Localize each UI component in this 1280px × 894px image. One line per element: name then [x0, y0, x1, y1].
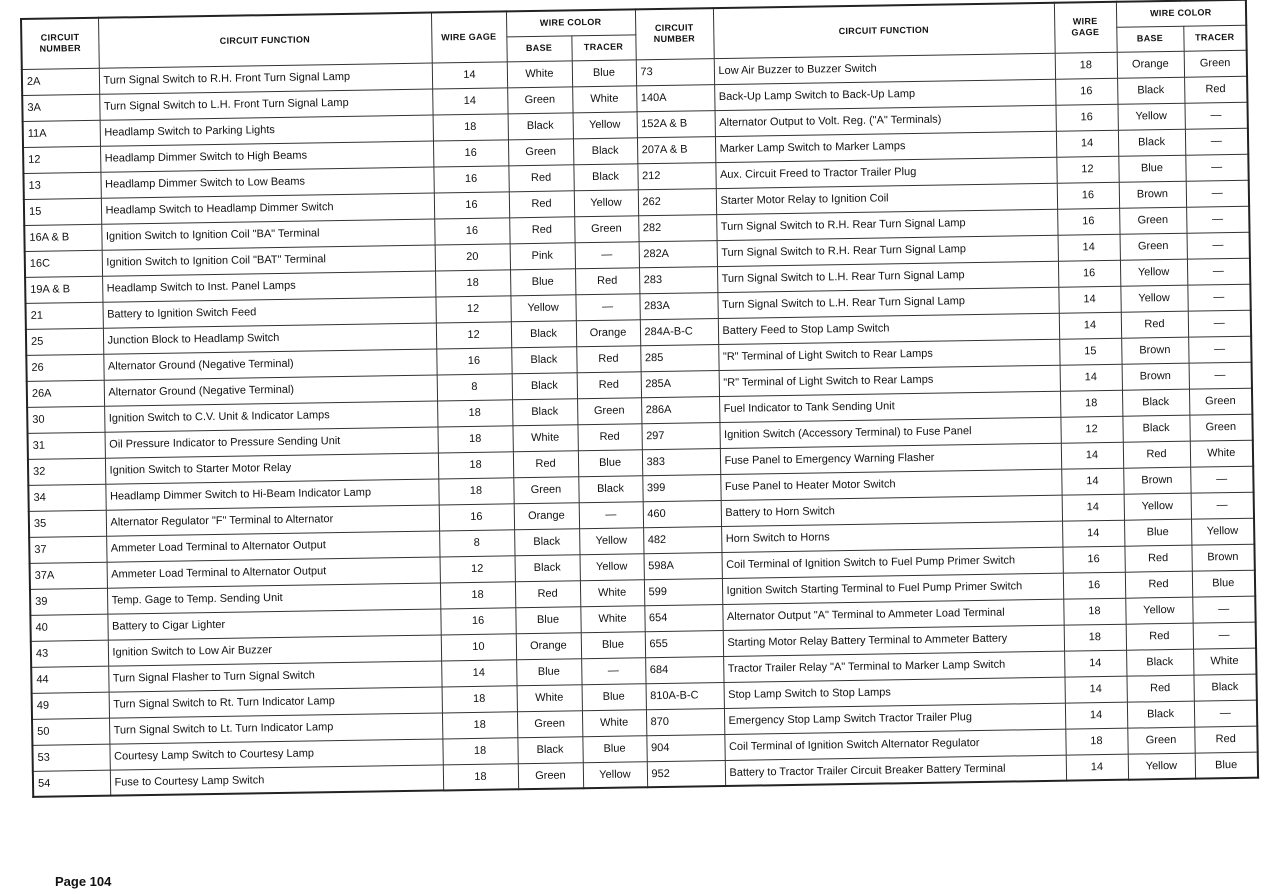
right-tracer-color-cell: — — [1187, 258, 1250, 285]
right-wire-gage-cell: 14 — [1060, 364, 1122, 391]
left-circuit-function-cell: Ignition Switch to Starter Motor Relay — [105, 452, 438, 483]
header-base-right: BASE — [1116, 26, 1183, 52]
left-wire-gage-cell: 18 — [435, 269, 510, 296]
right-circuit-function-cell: Turn Signal Switch to R.H. Rear Turn Signal Lamp — [716, 209, 1057, 240]
left-base-color-cell: Red — [509, 190, 574, 217]
left-tracer-color-cell: Green — [577, 397, 641, 424]
left-tracer-color-cell: — — [575, 241, 639, 268]
left-circuit-number-cell: 15 — [24, 198, 101, 225]
right-circuit-number-cell: 952 — [647, 760, 725, 787]
header-wire-gage-left: WIRE GAGE — [431, 11, 507, 62]
left-circuit-number-cell: 31 — [28, 432, 105, 459]
right-wire-gage-cell: 14 — [1058, 286, 1120, 313]
left-circuit-function-cell: Headlamp Dimmer Switch to Low Beams — [100, 167, 433, 198]
wiring-chart-table — [20, 0, 1259, 798]
left-wire-gage-cell: 8 — [437, 373, 512, 400]
right-base-color-cell: Green — [1119, 207, 1186, 234]
left-wire-gage-cell: 18 — [438, 477, 513, 504]
right-circuit-function-cell: Starter Motor Relay to Ignition Coil — [716, 183, 1057, 214]
left-circuit-number-cell: 3A — [22, 94, 99, 121]
right-tracer-color-cell: — — [1194, 700, 1257, 727]
left-circuit-function-cell: Ignition Switch to Low Air Buzzer — [108, 634, 441, 665]
left-circuit-number-cell: 54 — [33, 770, 110, 797]
left-circuit-number-cell: 26 — [26, 354, 103, 381]
left-circuit-number-cell: 19A & B — [25, 276, 102, 303]
left-base-color-cell: Green — [508, 138, 573, 165]
left-circuit-number-cell: 37 — [29, 536, 106, 563]
left-wire-gage-cell: 16 — [436, 347, 511, 374]
right-circuit-number-cell: 654 — [644, 604, 722, 631]
left-circuit-function-cell: Temp. Gage to Temp. Sending Unit — [107, 582, 440, 613]
left-circuit-function-cell: Battery to Cigar Lighter — [107, 608, 440, 639]
right-circuit-number-cell: 282 — [638, 214, 716, 241]
right-base-color-cell: Green — [1127, 727, 1194, 754]
right-base-color-cell: Black — [1118, 129, 1185, 156]
right-wire-gage-cell: 18 — [1063, 598, 1125, 625]
right-wire-gage-cell: 18 — [1060, 390, 1122, 417]
left-circuit-function-cell: Alternator Ground (Negative Terminal) — [103, 349, 436, 380]
right-wire-gage-cell: 14 — [1061, 468, 1123, 495]
left-base-color-cell: Black — [512, 372, 577, 399]
left-base-color-cell: Blue — [515, 606, 580, 633]
right-circuit-function-cell: Battery to Horn Switch — [721, 495, 1062, 526]
left-circuit-number-cell: 30 — [27, 406, 104, 433]
right-wire-gage-cell: 16 — [1057, 182, 1119, 209]
right-base-color-cell: Yellow — [1124, 493, 1191, 520]
right-tracer-color-cell: Blue — [1192, 570, 1255, 597]
left-circuit-number-cell: 34 — [28, 484, 105, 511]
right-circuit-function-cell: Emergency Stop Lamp Switch Tractor Trailer Plug — [724, 703, 1065, 734]
left-base-color-cell: Orange — [514, 502, 579, 529]
left-wire-gage-cell: 18 — [438, 451, 513, 478]
left-wire-gage-cell: 14 — [441, 659, 516, 686]
left-circuit-function-cell: Ammeter Load Terminal to Alternator Output — [106, 530, 439, 561]
right-circuit-number-cell: 460 — [643, 500, 721, 527]
right-base-color-cell: Black — [1127, 701, 1194, 728]
left-base-color-cell: Red — [509, 216, 574, 243]
right-tracer-color-cell: — — [1185, 154, 1248, 181]
right-tracer-color-cell: — — [1184, 102, 1247, 129]
right-circuit-number-cell: 284A-B-C — [640, 318, 718, 345]
left-wire-gage-cell: 16 — [439, 503, 514, 530]
header-tracer-right: TRACER — [1183, 25, 1246, 51]
left-tracer-color-cell: Red — [575, 267, 639, 294]
left-circuit-number-cell: 35 — [29, 510, 106, 537]
right-circuit-function-cell: Back-Up Lamp Switch to Back-Up Lamp — [714, 79, 1055, 110]
right-wire-gage-cell: 18 — [1055, 52, 1117, 79]
left-circuit-number-cell: 16A & B — [24, 224, 101, 251]
left-wire-gage-cell: 16 — [433, 139, 508, 166]
right-circuit-function-cell: Turn Signal Switch to L.H. Rear Turn Signal Lamp — [717, 261, 1058, 292]
left-tracer-color-cell: Black — [573, 137, 637, 164]
right-wire-gage-cell: 16 — [1055, 104, 1117, 131]
left-wire-gage-cell: 8 — [439, 529, 514, 556]
right-base-color-cell: Black — [1122, 389, 1189, 416]
left-circuit-number-cell: 53 — [32, 744, 109, 771]
right-circuit-function-cell: Alternator Output to Volt. Reg. ("A" Terminals) — [715, 105, 1056, 136]
header-wire-color-left: WIRE COLOR — [506, 9, 635, 36]
right-tracer-color-cell: — — [1188, 336, 1251, 363]
left-circuit-function-cell: Ignition Switch to Ignition Coil "BA" Terminal — [101, 219, 434, 250]
left-base-color-cell: Black — [515, 554, 580, 581]
left-tracer-color-cell: Red — [576, 345, 640, 372]
right-circuit-function-cell: Marker Lamp Switch to Marker Lamps — [715, 131, 1056, 162]
left-circuit-function-cell: Headlamp Switch to Inst. Panel Lamps — [102, 271, 435, 302]
right-wire-gage-cell: 12 — [1056, 156, 1118, 183]
left-tracer-color-cell: White — [580, 605, 644, 632]
left-circuit-function-cell: Ignition Switch to C.V. Unit & Indicator Lamps — [104, 400, 437, 431]
right-base-color-cell: Orange — [1117, 51, 1184, 78]
left-tracer-color-cell: Blue — [582, 683, 646, 710]
left-wire-gage-cell: 18 — [433, 113, 508, 140]
left-circuit-number-cell: 21 — [25, 302, 102, 329]
left-wire-gage-cell: 18 — [442, 711, 517, 738]
left-base-color-cell: Red — [508, 164, 573, 191]
right-base-color-cell: Black — [1122, 415, 1189, 442]
right-tracer-color-cell: Red — [1184, 76, 1247, 103]
left-circuit-number-cell: 37A — [30, 562, 107, 589]
right-circuit-function-cell: "R" Terminal of Light Switch to Rear Lamps — [719, 365, 1060, 396]
left-tracer-color-cell: White — [580, 579, 644, 606]
right-circuit-number-cell: 297 — [641, 422, 719, 449]
right-circuit-function-cell: Low Air Buzzer to Buzzer Switch — [714, 53, 1055, 84]
right-wire-gage-cell: 14 — [1065, 702, 1127, 729]
left-wire-gage-cell: 18 — [442, 737, 517, 764]
right-base-color-cell: Brown — [1123, 467, 1190, 494]
left-circuit-function-cell: Headlamp Switch to Parking Lights — [100, 115, 433, 146]
left-base-color-cell: Black — [511, 320, 576, 347]
left-wire-gage-cell: 20 — [435, 243, 510, 270]
left-wire-gage-cell: 16 — [434, 217, 509, 244]
right-wire-gage-cell: 18 — [1064, 624, 1126, 651]
left-base-color-cell: Green — [518, 762, 583, 789]
right-circuit-number-cell: 810A-B-C — [646, 682, 724, 709]
left-base-color-cell: Yellow — [510, 294, 575, 321]
left-wire-gage-cell: 18 — [437, 399, 512, 426]
right-base-color-cell: Red — [1126, 675, 1193, 702]
left-base-color-cell: Green — [507, 86, 572, 113]
left-circuit-number-cell: 25 — [26, 328, 103, 355]
right-base-color-cell: Yellow — [1128, 753, 1195, 780]
right-tracer-color-cell: Yellow — [1191, 518, 1254, 545]
left-circuit-number-cell: 39 — [30, 588, 107, 615]
right-tracer-color-cell: — — [1190, 466, 1253, 493]
right-tracer-color-cell: Green — [1184, 50, 1247, 77]
left-circuit-function-cell: Turn Signal Switch to R.H. Front Turn Signal Lamp — [99, 63, 432, 94]
header-circuit-function-left: CIRCUIT FUNCTION — [98, 13, 432, 68]
right-tracer-color-cell: Brown — [1191, 544, 1254, 571]
right-tracer-color-cell: Green — [1189, 388, 1252, 415]
left-circuit-function-cell: Fuse to Courtesy Lamp Switch — [110, 764, 443, 795]
header-wire-color-right: WIRE COLOR — [1116, 0, 1246, 27]
right-base-color-cell: Yellow — [1120, 259, 1187, 286]
right-wire-gage-cell: 14 — [1056, 130, 1118, 157]
right-wire-gage-cell: 14 — [1058, 234, 1120, 261]
left-circuit-number-cell: 11A — [23, 120, 100, 147]
right-wire-gage-cell: 14 — [1064, 650, 1126, 677]
left-tracer-color-cell: Blue — [582, 735, 646, 762]
right-wire-gage-cell: 14 — [1062, 520, 1124, 547]
left-tracer-color-cell: — — [581, 657, 645, 684]
page-number: Page 104 — [55, 874, 112, 889]
right-circuit-number-cell: 482 — [643, 526, 721, 553]
left-tracer-color-cell: Yellow — [579, 527, 643, 554]
left-wire-gage-cell: 16 — [440, 607, 515, 634]
left-base-color-cell: Red — [513, 450, 578, 477]
left-wire-gage-cell: 14 — [432, 61, 507, 88]
right-circuit-number-cell: 655 — [645, 630, 723, 657]
right-circuit-function-cell: Turn Signal Switch to R.H. Rear Turn Signal Lamp — [717, 235, 1058, 266]
left-circuit-number-cell: 2A — [22, 68, 99, 95]
left-wire-gage-cell: 12 — [440, 555, 515, 582]
right-tracer-color-cell: Black — [1193, 674, 1256, 701]
right-circuit-number-cell: 140A — [636, 84, 714, 111]
right-tracer-color-cell: White — [1193, 648, 1256, 675]
left-circuit-number-cell: 16C — [25, 250, 102, 277]
left-base-color-cell: Black — [511, 346, 576, 373]
left-circuit-function-cell: Alternator Ground (Negative Terminal) — [104, 374, 437, 405]
left-tracer-color-cell: Orange — [576, 319, 640, 346]
left-base-color-cell: Black — [508, 112, 573, 139]
right-wire-gage-cell: 16 — [1062, 546, 1124, 573]
right-circuit-number-cell: 73 — [636, 58, 714, 85]
left-wire-gage-cell: 18 — [442, 685, 517, 712]
left-wire-gage-cell: 18 — [437, 425, 512, 452]
right-circuit-number-cell: 152A & B — [637, 110, 715, 137]
left-wire-gage-cell: 18 — [443, 763, 518, 790]
header-base-left: BASE — [506, 35, 571, 61]
right-circuit-number-cell: 399 — [642, 474, 720, 501]
left-circuit-number-cell: 40 — [30, 614, 107, 641]
right-wire-gage-cell: 16 — [1058, 260, 1120, 287]
left-circuit-number-cell: 44 — [31, 666, 108, 693]
right-circuit-function-cell: Stop Lamp Switch to Stop Lamps — [724, 677, 1065, 708]
right-circuit-number-cell: 282A — [639, 240, 717, 267]
right-tracer-color-cell: — — [1191, 492, 1254, 519]
right-wire-gage-cell: 16 — [1063, 572, 1125, 599]
left-circuit-function-cell: Oil Pressure Indicator to Pressure Sending Unit — [105, 426, 438, 457]
left-wire-gage-cell: 10 — [441, 633, 516, 660]
right-tracer-color-cell: — — [1185, 128, 1248, 155]
left-base-color-cell: White — [517, 684, 582, 711]
left-wire-gage-cell: 14 — [432, 87, 507, 114]
right-circuit-function-cell: Aux. Circuit Freed to Tractor Trailer Plug — [715, 157, 1056, 188]
right-base-color-cell: Red — [1126, 623, 1193, 650]
left-circuit-number-cell: 26A — [27, 380, 104, 407]
left-tracer-color-cell: Blue — [572, 59, 636, 86]
right-tracer-color-cell: — — [1192, 596, 1255, 623]
right-base-color-cell: Black — [1117, 77, 1184, 104]
left-circuit-number-cell: 12 — [23, 146, 100, 173]
left-base-color-cell: Blue — [516, 658, 581, 685]
right-circuit-function-cell: Fuse Panel to Emergency Warning Flasher — [720, 443, 1061, 474]
right-tracer-color-cell: — — [1189, 362, 1252, 389]
right-circuit-number-cell: 870 — [646, 708, 724, 735]
right-base-color-cell: Red — [1123, 441, 1190, 468]
table-body — [22, 50, 1258, 797]
right-tracer-color-cell: Red — [1194, 726, 1257, 753]
left-circuit-function-cell: Ammeter Load Terminal to Alternator Output — [107, 556, 440, 587]
left-tracer-color-cell: Blue — [578, 449, 642, 476]
right-circuit-function-cell: Ignition Switch (Accessory Terminal) to Fuse Panel — [719, 417, 1060, 448]
left-base-color-cell: Orange — [516, 632, 581, 659]
right-tracer-color-cell: — — [1188, 310, 1251, 337]
left-tracer-color-cell: Yellow — [573, 111, 637, 138]
right-wire-gage-cell: 16 — [1057, 208, 1119, 235]
right-base-color-cell: Yellow — [1117, 103, 1184, 130]
right-tracer-color-cell: — — [1187, 284, 1250, 311]
right-circuit-number-cell: 285A — [641, 370, 719, 397]
left-circuit-number-cell: 50 — [32, 718, 109, 745]
left-wire-gage-cell: 16 — [433, 165, 508, 192]
right-circuit-number-cell: 904 — [646, 734, 724, 761]
right-wire-gage-cell: 14 — [1059, 312, 1121, 339]
left-wire-gage-cell: 12 — [436, 321, 511, 348]
left-wire-gage-cell: 12 — [435, 295, 510, 322]
right-circuit-function-cell: Alternator Output "A" Terminal to Ammeter Load Terminal — [722, 599, 1063, 630]
right-tracer-color-cell: White — [1190, 440, 1253, 467]
left-base-color-cell: White — [507, 60, 572, 87]
left-tracer-color-cell: White — [582, 709, 646, 736]
left-circuit-function-cell: Headlamp Switch to Headlamp Dimmer Switch — [101, 193, 434, 224]
right-base-color-cell: Brown — [1122, 363, 1189, 390]
left-circuit-function-cell: Turn Signal Flasher to Turn Signal Switch — [108, 660, 441, 691]
left-circuit-number-cell: 32 — [28, 458, 105, 485]
left-tracer-color-cell: Black — [578, 475, 642, 502]
left-base-color-cell: Green — [513, 476, 578, 503]
header-circuit-function-right: CIRCUIT FUNCTION — [713, 3, 1055, 58]
right-wire-gage-cell: 16 — [1055, 78, 1117, 105]
right-tracer-color-cell: Green — [1189, 414, 1252, 441]
left-circuit-number-cell: 13 — [23, 172, 100, 199]
right-circuit-function-cell: Battery to Tractor Trailer Circuit Breaker Battery Terminal — [725, 755, 1066, 786]
left-circuit-function-cell: Turn Signal Switch to Lt. Turn Indicator Lamp — [109, 712, 442, 743]
right-base-color-cell: Red — [1121, 311, 1188, 338]
right-base-color-cell: Red — [1124, 545, 1191, 572]
left-circuit-function-cell: Junction Block to Headlamp Switch — [103, 323, 436, 354]
right-circuit-function-cell: Starting Motor Relay Battery Terminal to Ammeter Battery — [723, 625, 1064, 656]
right-base-color-cell: Red — [1125, 571, 1192, 598]
left-tracer-color-cell: Yellow — [579, 553, 643, 580]
right-wire-gage-cell: 14 — [1066, 754, 1128, 781]
left-tracer-color-cell: — — [579, 501, 643, 528]
right-base-color-cell: Green — [1120, 233, 1187, 260]
right-circuit-function-cell: Coil Terminal of Ignition Switch to Fuel Pump Primer Switch — [721, 547, 1062, 578]
left-tracer-color-cell: Blue — [581, 631, 645, 658]
right-base-color-cell: Brown — [1119, 181, 1186, 208]
left-circuit-function-cell: Battery to Ignition Switch Feed — [102, 297, 435, 328]
left-tracer-color-cell: Red — [577, 423, 641, 450]
right-circuit-function-cell: Horn Switch to Horns — [721, 521, 1062, 552]
right-circuit-function-cell: Coil Terminal of Ignition Switch Alternator Regulator — [724, 729, 1065, 760]
right-circuit-number-cell: 207A & B — [637, 136, 715, 163]
right-circuit-number-cell: 286A — [641, 396, 719, 423]
left-tracer-color-cell: Red — [577, 371, 641, 398]
left-base-color-cell: Black — [517, 736, 582, 763]
header-circuit-number-left: CIRCUIT NUMBER — [21, 18, 99, 69]
right-wire-gage-cell: 14 — [1061, 442, 1123, 469]
right-circuit-function-cell: Fuel Indicator to Tank Sending Unit — [719, 391, 1060, 422]
left-circuit-function-cell: Turn Signal Switch to Rt. Turn Indicator Lamp — [109, 686, 442, 717]
right-tracer-color-cell: — — [1187, 232, 1250, 259]
right-circuit-function-cell: Turn Signal Switch to L.H. Rear Turn Signal Lamp — [717, 287, 1058, 318]
header-tracer-left: TRACER — [571, 34, 635, 60]
left-circuit-function-cell: Alternator Regulator "F" Terminal to Alternator — [106, 504, 439, 535]
left-base-color-cell: White — [512, 424, 577, 451]
left-wire-gage-cell: 16 — [434, 191, 509, 218]
left-base-color-cell: Red — [515, 580, 580, 607]
left-base-color-cell: Black — [512, 398, 577, 425]
right-wire-gage-cell: 14 — [1064, 676, 1126, 703]
left-tracer-color-cell: Green — [574, 215, 638, 242]
right-tracer-color-cell: Blue — [1195, 752, 1258, 779]
right-circuit-number-cell: 262 — [638, 188, 716, 215]
left-circuit-function-cell: Turn Signal Switch to L.H. Front Turn Signal Lamp — [99, 89, 432, 120]
wiring-chart-sheet — [20, 0, 1258, 832]
right-base-color-cell: Blue — [1118, 155, 1185, 182]
right-circuit-number-cell: 599 — [644, 578, 722, 605]
right-circuit-number-cell: 212 — [637, 162, 715, 189]
right-base-color-cell: Black — [1126, 649, 1193, 676]
right-circuit-number-cell: 383 — [642, 448, 720, 475]
left-tracer-color-cell: White — [572, 85, 636, 112]
right-circuit-number-cell: 598A — [643, 552, 721, 579]
left-tracer-color-cell: — — [575, 293, 639, 320]
right-wire-gage-cell: 12 — [1060, 416, 1122, 443]
right-circuit-number-cell: 285 — [640, 344, 718, 371]
right-circuit-function-cell: Ignition Switch Starting Terminal to Fuel Pump Primer Switch — [722, 573, 1063, 604]
left-circuit-function-cell: Headlamp Dimmer Switch to Hi-Beam Indicator Lamp — [105, 478, 438, 509]
right-tracer-color-cell: — — [1186, 180, 1249, 207]
left-base-color-cell: Black — [514, 528, 579, 555]
left-tracer-color-cell: Yellow — [583, 761, 647, 788]
right-wire-gage-cell: 14 — [1062, 494, 1124, 521]
right-circuit-function-cell: Tractor Trailer Relay "A" Terminal to Marker Lamp Switch — [723, 651, 1064, 682]
left-circuit-number-cell: 43 — [31, 640, 108, 667]
right-circuit-number-cell: 283A — [639, 292, 717, 319]
left-tracer-color-cell: Yellow — [574, 189, 638, 216]
left-circuit-number-cell: 49 — [32, 692, 109, 719]
left-tracer-color-cell: Black — [573, 163, 637, 190]
right-tracer-color-cell: — — [1193, 622, 1256, 649]
header-wire-gage-right: WIRE GAGE — [1054, 2, 1117, 53]
left-circuit-function-cell: Headlamp Dimmer Switch to High Beams — [100, 141, 433, 172]
right-base-color-cell: Yellow — [1125, 597, 1192, 624]
header-circuit-number-right: CIRCUIT NUMBER — [635, 8, 714, 59]
right-wire-gage-cell: 15 — [1059, 338, 1121, 365]
left-base-color-cell: Pink — [510, 242, 575, 269]
right-base-color-cell: Blue — [1124, 519, 1191, 546]
right-base-color-cell: Brown — [1121, 337, 1188, 364]
left-base-color-cell: Blue — [510, 268, 575, 295]
left-wire-gage-cell: 18 — [440, 581, 515, 608]
left-circuit-function-cell: Courtesy Lamp Switch to Courtesy Lamp — [109, 738, 442, 769]
right-tracer-color-cell: — — [1186, 206, 1249, 233]
right-circuit-function-cell: "R" Terminal of Light Switch to Rear Lamps — [718, 339, 1059, 370]
right-circuit-number-cell: 684 — [645, 656, 723, 683]
left-base-color-cell: Green — [517, 710, 582, 737]
right-wire-gage-cell: 18 — [1065, 728, 1127, 755]
left-circuit-function-cell: Ignition Switch to Ignition Coil "BAT" Terminal — [102, 245, 435, 276]
right-base-color-cell: Yellow — [1120, 285, 1187, 312]
right-circuit-function-cell: Fuse Panel to Heater Motor Switch — [720, 469, 1061, 500]
right-circuit-number-cell: 283 — [639, 266, 717, 293]
right-circuit-function-cell: Battery Feed to Stop Lamp Switch — [718, 313, 1059, 344]
